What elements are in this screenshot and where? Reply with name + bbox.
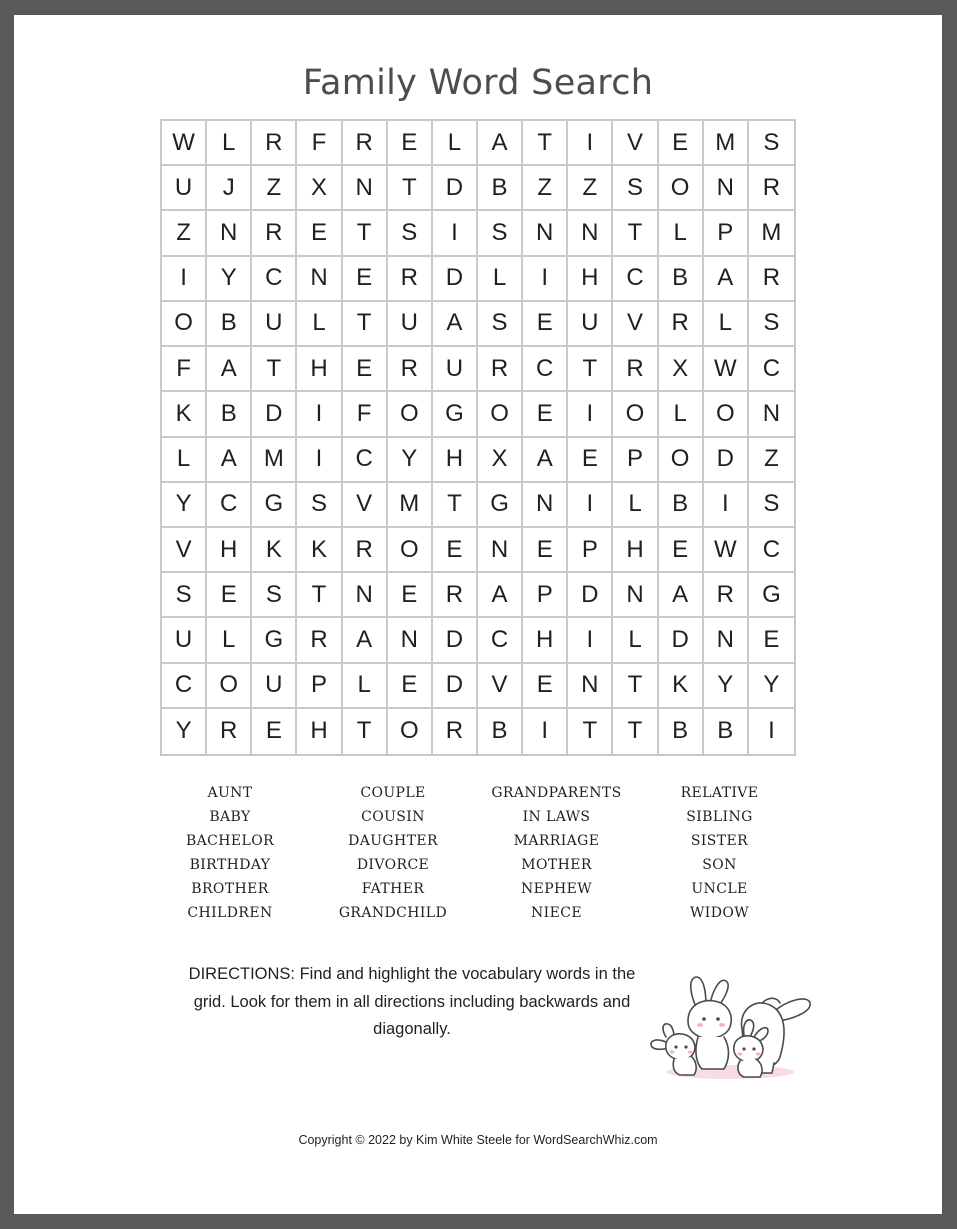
grid-cell: L	[704, 302, 749, 347]
grid-cell: I	[704, 483, 749, 528]
grid-cell: P	[523, 573, 568, 618]
grid-cell: E	[343, 257, 388, 302]
copyright-notice: Copyright © 2022 by Kim White Steele for WordSearchWhiz.com	[298, 1133, 658, 1147]
grid-cell: A	[433, 302, 478, 347]
grid-cell: U	[252, 302, 297, 347]
grid-cell: R	[207, 709, 252, 754]
grid-cell: M	[252, 438, 297, 483]
grid-cell: T	[388, 166, 433, 211]
grid-cell: Z	[568, 166, 613, 211]
grid-cell: H	[297, 347, 342, 392]
grid-cell: T	[343, 302, 388, 347]
grid-cell: I	[297, 392, 342, 437]
grid-cell: T	[433, 483, 478, 528]
worksheet-page	[14, 15, 942, 1214]
grid-cell: C	[162, 664, 207, 709]
vocabulary-word: WIDOW	[689, 905, 749, 921]
small-bunny-body	[673, 1057, 696, 1075]
grid-cell: B	[704, 709, 749, 754]
grid-cell: L	[433, 121, 478, 166]
vocabulary-word: FATHER	[361, 881, 425, 897]
grid-cell: A	[207, 438, 252, 483]
grid-cell: L	[162, 438, 207, 483]
grid-cell: G	[478, 483, 523, 528]
parent-bunny-head	[688, 1001, 731, 1039]
grid-cell: R	[478, 347, 523, 392]
grid-cell: G	[252, 483, 297, 528]
grid-cell: O	[613, 392, 658, 437]
grid-cell: L	[659, 392, 704, 437]
grid-cell: E	[297, 211, 342, 256]
grid-cell: R	[388, 257, 433, 302]
grid-cell: P	[297, 664, 342, 709]
grid-cell: L	[478, 257, 523, 302]
word-column	[475, 781, 638, 925]
grid-cell: S	[749, 483, 794, 528]
grid-cell: F	[162, 347, 207, 392]
grid-cell: N	[523, 211, 568, 256]
grid-cell: B	[478, 166, 523, 211]
grid-cell: A	[478, 573, 523, 618]
grid-cell: F	[343, 392, 388, 437]
grid-cell: K	[659, 664, 704, 709]
vocabulary-word: AUNT	[207, 785, 253, 801]
grid-cell: R	[433, 573, 478, 618]
grid-cell: H	[568, 257, 613, 302]
grid-cell: T	[613, 709, 658, 754]
grid-cell: O	[388, 528, 433, 573]
grid-cell: B	[659, 709, 704, 754]
grid-cell: R	[613, 347, 658, 392]
grid-cell: H	[297, 709, 342, 754]
grid-cell: O	[162, 302, 207, 347]
grid-cell: S	[162, 573, 207, 618]
grid-cell: Y	[704, 664, 749, 709]
grid-cell: E	[433, 528, 478, 573]
grid-cell: O	[207, 664, 252, 709]
small-bunny-body	[738, 1059, 762, 1077]
vocabulary-word: DAUGHTER	[348, 833, 438, 849]
grid-cell: E	[523, 664, 568, 709]
grid-cell: V	[613, 302, 658, 347]
grid-cell: E	[523, 302, 568, 347]
grid-cell: T	[252, 347, 297, 392]
grid-cell: S	[388, 211, 433, 256]
grid-cell: M	[704, 121, 749, 166]
grid-cell: P	[704, 211, 749, 256]
grid-cell: D	[433, 257, 478, 302]
grid-cell: N	[297, 257, 342, 302]
grid-cell: D	[252, 392, 297, 437]
grid-cell: I	[433, 211, 478, 256]
grid-cell: I	[568, 392, 613, 437]
grid-cell: N	[704, 166, 749, 211]
grid-cell: A	[704, 257, 749, 302]
grid-cell: R	[343, 121, 388, 166]
grid-cell: T	[613, 211, 658, 256]
grid-cell: L	[659, 211, 704, 256]
grid-cell: I	[568, 483, 613, 528]
word-column	[311, 781, 475, 925]
grid-cell: N	[613, 573, 658, 618]
grid-cell: S	[297, 483, 342, 528]
grid-cell: I	[768, 717, 775, 745]
grid-cell: U	[162, 618, 207, 663]
grid-cell: N	[749, 392, 794, 437]
grid-cell: X	[297, 166, 342, 211]
small-bunny-head	[734, 1036, 763, 1062]
grid-cell: A	[523, 438, 568, 483]
grid-cell: S	[252, 573, 297, 618]
grid-cell: W	[162, 121, 207, 166]
grid-cell: O	[388, 392, 433, 437]
grid-cell: U	[162, 166, 207, 211]
grid-cell: H	[523, 618, 568, 663]
vocabulary-word: UNCLE	[691, 881, 748, 897]
grid-cell: O	[659, 166, 704, 211]
grid-cell: B	[478, 709, 523, 754]
grid-cell: N	[568, 664, 613, 709]
grid-cell: B	[659, 257, 704, 302]
grid-cell: N	[704, 618, 749, 663]
grid-cell: E	[523, 392, 568, 437]
grid-cell: A	[207, 347, 252, 392]
word-list	[149, 781, 829, 925]
grid-cell: E	[659, 528, 704, 573]
grid-cell: O	[704, 392, 749, 437]
grid-cell: C	[478, 618, 523, 663]
grid-cell: N	[568, 211, 613, 256]
vocabulary-word: MARRIAGE	[513, 833, 600, 849]
grid-cell: N	[343, 166, 388, 211]
grid-cell: X	[659, 347, 704, 392]
grid-cell: X	[478, 438, 523, 483]
grid-cell: B	[659, 483, 704, 528]
grid-cell: T	[343, 709, 388, 754]
grid-cell: L	[613, 618, 658, 663]
vocabulary-word: NEPHEW	[520, 881, 593, 897]
grid-cell: F	[297, 121, 342, 166]
parent-bunny-body	[696, 1037, 729, 1069]
word-column	[638, 781, 801, 925]
vocabulary-word: COUSIN	[361, 809, 425, 825]
vocabulary-word: GRANDPARENTS	[491, 785, 622, 801]
grid-cell: N	[388, 618, 433, 663]
grid-cell: V	[613, 121, 658, 166]
vocabulary-word: BACHELOR	[185, 833, 275, 849]
grid-cell: Z	[162, 211, 207, 256]
grid-cell: R	[749, 166, 794, 211]
grid-cell: Z	[523, 166, 568, 211]
grid-cell: R	[252, 121, 297, 166]
grid-cell: S	[613, 166, 658, 211]
vocabulary-word: SIBLING	[686, 809, 753, 825]
grid-cell: I	[568, 121, 613, 166]
vocabulary-word: IN LAWS	[522, 809, 591, 825]
grid-cell: E	[252, 709, 297, 754]
grid-cell: M	[388, 483, 433, 528]
grid-cell: I	[568, 618, 613, 663]
grid-cell: O	[388, 709, 433, 754]
grid-cell: Y	[749, 664, 794, 709]
grid-cell: Z	[749, 438, 794, 483]
grid-cell: U	[388, 302, 433, 347]
grid-cell: G	[749, 573, 794, 618]
grid-cell: E	[343, 347, 388, 392]
vocabulary-word: CHILDREN	[187, 905, 273, 921]
grid-cell: S	[749, 121, 794, 166]
grid-cell: S	[478, 211, 523, 256]
grid-cell: D	[433, 618, 478, 663]
directions-text: DIRECTIONS: Find and highlight the vocabulary words in the grid. Look for them in all directions including backwards and diagonally.	[188, 965, 636, 1038]
grid-cell: K	[252, 528, 297, 573]
grid-cell: G	[433, 392, 478, 437]
grid-cell: M	[749, 211, 794, 256]
grid-cell: V	[478, 664, 523, 709]
grid-cell: N	[207, 211, 252, 256]
vocabulary-word: SON	[702, 857, 737, 873]
vocabulary-word: RELATIVE	[680, 785, 759, 801]
grid-cell: R	[297, 618, 342, 663]
grid-cell: B	[207, 392, 252, 437]
grid-cell: K	[297, 528, 342, 573]
grid-cell: W	[704, 528, 749, 573]
grid-cell: L	[613, 483, 658, 528]
grid-cell: A	[343, 618, 388, 663]
grid-cell: K	[162, 392, 207, 437]
grid-cell: R	[659, 302, 704, 347]
grid-cell: L	[297, 302, 342, 347]
word-column	[149, 781, 311, 925]
grid-cell: E	[207, 573, 252, 618]
grid-cell: S	[749, 302, 794, 347]
grid-cell: T	[297, 573, 342, 618]
grid-cell: C	[749, 347, 794, 392]
grid-cell: E	[388, 573, 433, 618]
grid-cell: N	[523, 483, 568, 528]
letter-grid	[160, 119, 796, 756]
grid-cell: I	[162, 257, 207, 302]
grid-cell: E	[749, 618, 794, 663]
bunny-family-illustration	[638, 959, 814, 1085]
grid-cell: D	[568, 573, 613, 618]
grid-cell: T	[343, 211, 388, 256]
grid-cell: C	[613, 257, 658, 302]
grid-cell: U	[433, 347, 478, 392]
grid-cell: R	[433, 709, 478, 754]
grid-cell: V	[343, 483, 388, 528]
vocabulary-word: SISTER	[690, 833, 749, 849]
grid-cell: C	[252, 257, 297, 302]
grid-cell: O	[478, 392, 523, 437]
grid-cell: A	[478, 121, 523, 166]
grid-cell: R	[749, 257, 794, 302]
grid-cell: U	[568, 302, 613, 347]
grid-cell: O	[659, 438, 704, 483]
grid-cell: R	[343, 528, 388, 573]
grid-cell: Y	[388, 438, 433, 483]
vocabulary-word: NIECE	[531, 905, 582, 921]
grid-cell: N	[343, 573, 388, 618]
grid-cell: D	[704, 438, 749, 483]
grid-cell: E	[659, 121, 704, 166]
grid-cell: Y	[207, 257, 252, 302]
page-title: Family Word Search	[302, 63, 654, 103]
grid-cell: D	[659, 618, 704, 663]
grid-cell: P	[613, 438, 658, 483]
vocabulary-word: DIVORCE	[356, 857, 430, 873]
vocabulary-word: COUPLE	[360, 785, 426, 801]
grid-cell: H	[613, 528, 658, 573]
grid-cell: U	[252, 664, 297, 709]
grid-cell: R	[252, 211, 297, 256]
grid-cell: L	[343, 664, 388, 709]
grid-cell: R	[704, 573, 749, 618]
vocabulary-word: GRANDCHILD	[338, 905, 448, 921]
grid-cell: R	[388, 347, 433, 392]
grid-cell: C	[749, 528, 794, 573]
grid-cell: E	[388, 664, 433, 709]
grid-cell: Y	[162, 483, 207, 528]
grid-cell: D	[433, 664, 478, 709]
grid-cell: Z	[252, 166, 297, 211]
grid-cell: T	[568, 709, 613, 754]
small-bunny-head	[666, 1034, 695, 1060]
grid-cell: G	[252, 618, 297, 663]
vocabulary-word: MOTHER	[521, 857, 592, 873]
grid-cell: E	[523, 528, 568, 573]
grid-cell: I	[523, 709, 568, 754]
grid-cell: N	[478, 528, 523, 573]
grid-cell: C	[523, 347, 568, 392]
grid-cell: Y	[162, 709, 207, 754]
grid-cell: I	[523, 257, 568, 302]
vocabulary-word: BIRTHDAY	[189, 857, 271, 873]
grid-cell: P	[568, 528, 613, 573]
grid-cell: H	[207, 528, 252, 573]
vocabulary-word: BABY	[209, 809, 251, 825]
grid-cell: J	[207, 166, 252, 211]
vocabulary-word: BROTHER	[191, 881, 269, 897]
grid-cell: A	[659, 573, 704, 618]
grid-cell: E	[568, 438, 613, 483]
grid-cell: V	[162, 528, 207, 573]
grid-cell: I	[297, 438, 342, 483]
grid-cell: C	[207, 483, 252, 528]
grid-cell: H	[433, 438, 478, 483]
grid-cell: D	[433, 166, 478, 211]
grid-cell: L	[207, 121, 252, 166]
grid-cell: S	[478, 302, 523, 347]
grid-cell: T	[523, 121, 568, 166]
grid-cell: E	[388, 121, 433, 166]
grid-cell: C	[343, 438, 388, 483]
grid-cell: T	[613, 664, 658, 709]
grid-cell: T	[568, 347, 613, 392]
grid-cell: W	[704, 347, 749, 392]
grid-cell: L	[207, 618, 252, 663]
grid-cell: B	[207, 302, 252, 347]
